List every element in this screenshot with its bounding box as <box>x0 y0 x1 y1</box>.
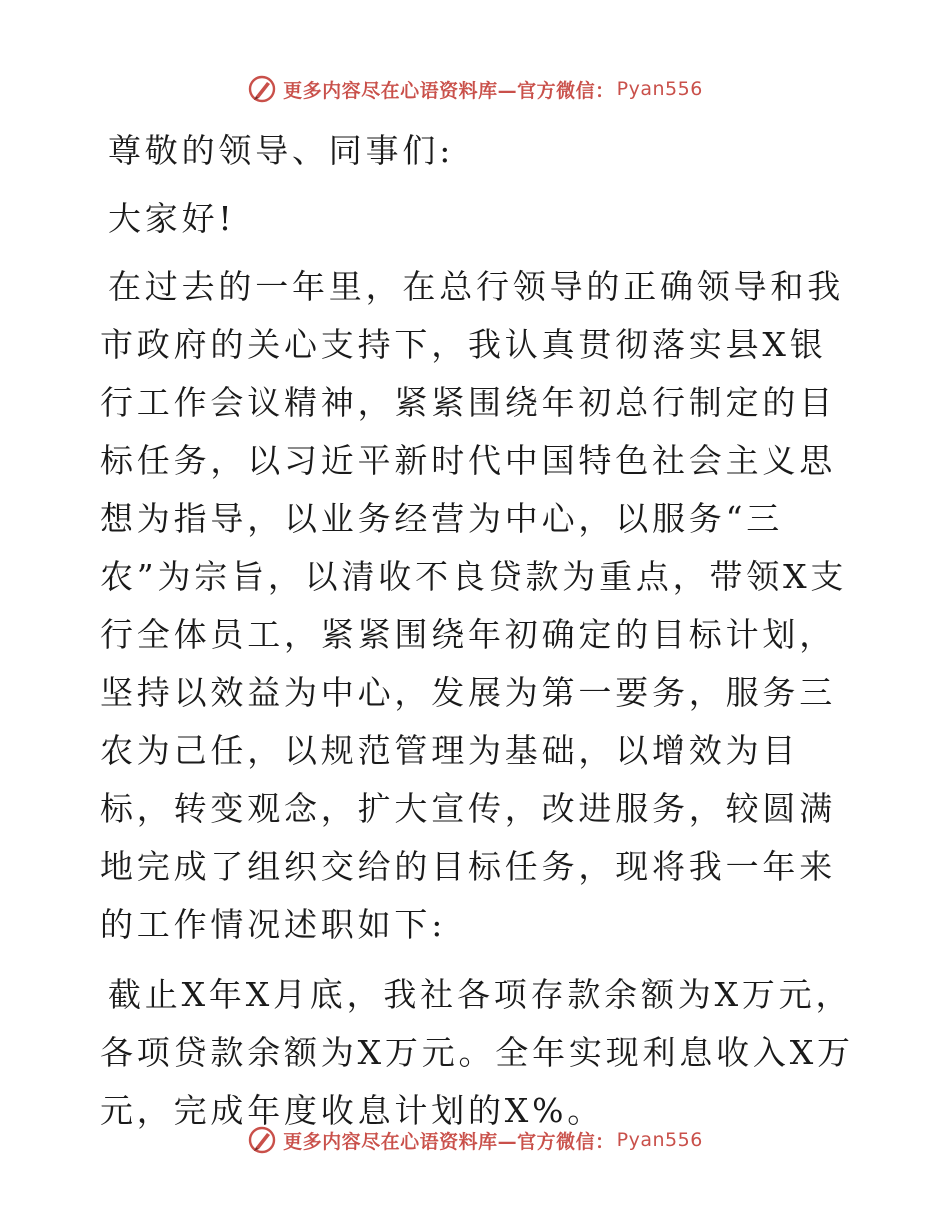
paragraph-intro: 在过去的一年里，在总行领导的正确领导和我市政府的关心支持下，我认真贯彻落实县X银行工作会议精神，紧紧围绕年初总行制定的目标任务，以习近平新时代中国特色社会主义思想为指导，以业务经营为中心，以服务“三农”为宗旨，以清收不良贷款为重点，带领X支行全体员工，紧紧围绕年初确定的目标计划，坚持以效益为中心，发展为第一要务，服务三农为己任，以规范管理为基础，以增效为目标，转变观念，扩大宣传，改进服务，较圆满地完成了组织交给的目标任务，现将我一年来的工作情况述职如下: <box>100 267 848 944</box>
quill-pen-logo-icon <box>247 1125 277 1155</box>
quill-pen-logo-icon <box>247 74 277 104</box>
watermark-id: Pyan556 <box>616 1129 703 1151</box>
watermark-text: 更多内容尽在心语资料库—官方微信： <box>283 1130 615 1153</box>
footer-watermark <box>0 1125 950 1155</box>
watermark-text: 更多内容尽在心语资料库—官方微信： <box>283 79 615 102</box>
greeting: 尊敬的领导、同事们: <box>108 131 455 170</box>
watermark-id: Pyan556 <box>616 78 703 100</box>
paragraph-figures: 截止X年X月底，我社各项存款余额为X万元，各项贷款余额为X万元。全年实现利息收入X万元，完成年度收息计划的X%。 <box>100 975 854 1130</box>
header-watermark <box>0 74 950 104</box>
hello-line: 大家好! <box>108 199 236 238</box>
document-body <box>100 122 855 1152</box>
